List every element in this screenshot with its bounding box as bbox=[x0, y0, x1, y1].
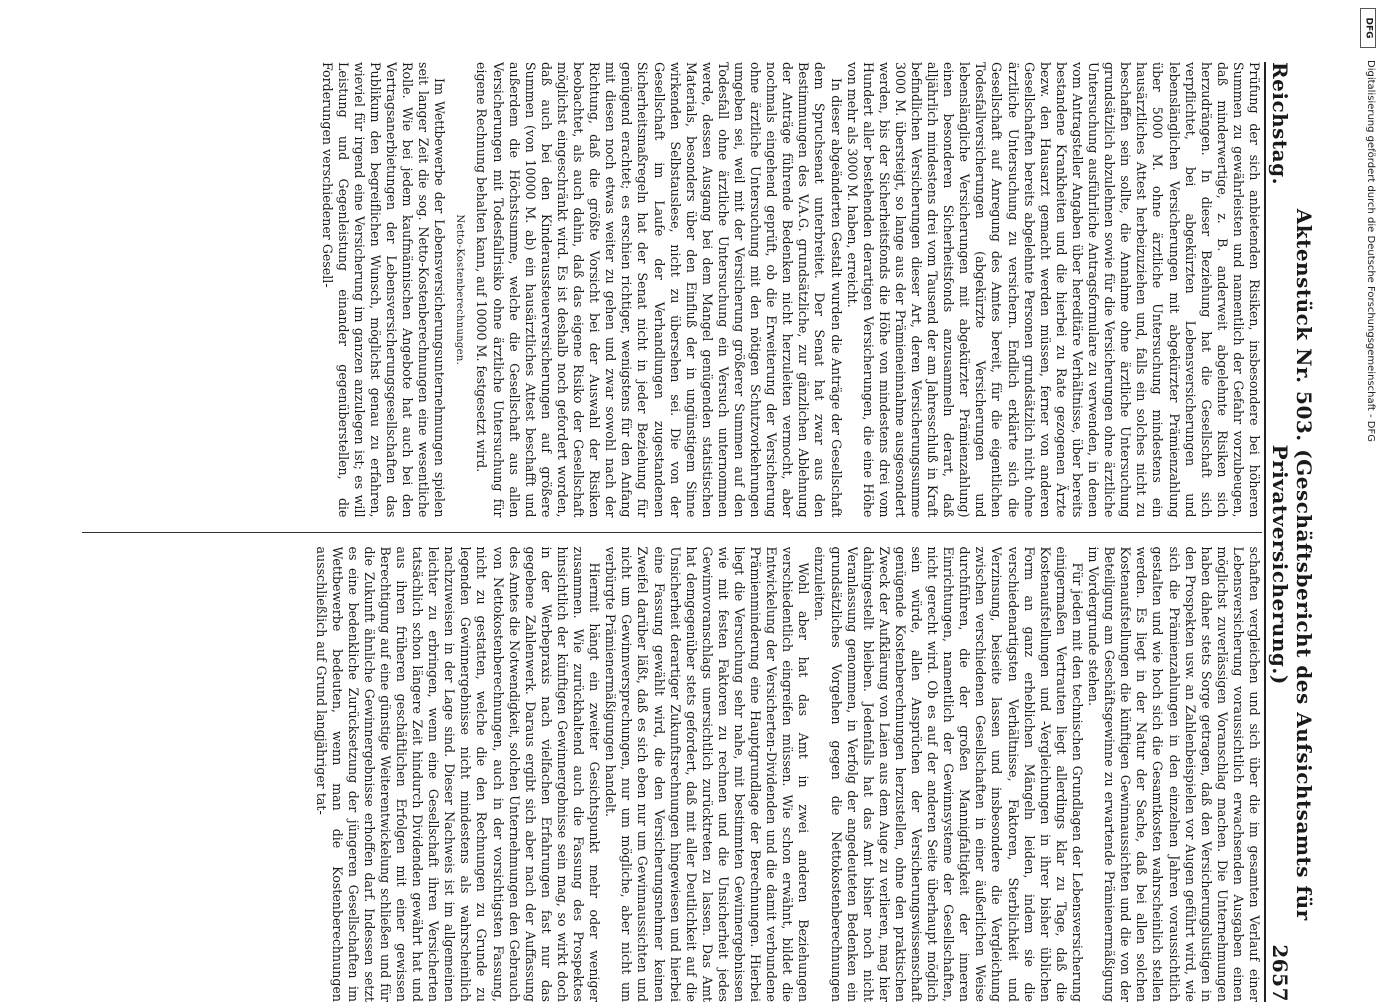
paragraph: Wohl aber hat das Amt in zwei anderen Beziehungen verschiedentlich eingreifen müssen. Wie schon erwähnt, bildet die Entwickelung der Versicherten-Dividenden und die damit verbundene Prämienminderung eine Hauptgrundlage der Berechnungen. Hierbei liegt die Versuchung sehr nahe, mit bestimmten Gewinnergebnissen wie mit festen Faktoren zu rechnen und die Unsicherheit jedes Gewinnvoranschlags unersichtlich zurücktreten zu lassen. Das Amt hat demgegenüber stets gefordert, daß mit aller Deutlichkeit auf die Unsicherheit derartiger Zukunftsrechnungen hingewiesen und hierbei eine Fassung gewählt wird, die den Versicherungsnehmer keinen Zweifel darüber läßt, daß es sich eben nur um Gewinnaussichten und nicht um Gewinnversprechungen, nur um mögliche, aber nicht um verbürgte Prämienermäßigungen handelt. bbox=[602, 547, 811, 1002]
credit-text: Digitalisierung gefördert durch die Deutsche Forschungsgemeinschaft - DFG bbox=[1365, 60, 1376, 442]
text-columns bbox=[82, 62, 1262, 1002]
column-right bbox=[82, 547, 1262, 1002]
page-header bbox=[1264, 62, 1308, 1002]
column-divider bbox=[82, 532, 1262, 533]
paragraph: Hiermit hängt ein zweiter Gesichtspunkt mehr oder weniger zusammen. Wie zurückhaltend auch die Fassung des Prospektes hinsichtlich der künftigen Gewinnergebnisse sein mag, so wirkt doch in der Werbepraxis nach vielfachen Erfahrungen fast nur das gegebene Zahlenwerk. Daraus ergibt sich aber nach der Auffassung des Amtes die Notwendigkeit, solchen Unternehmungen den Gebrauch von Nettokostenberechnungen, auch in der vorsichtigsten Fassung, nicht zu gestatten, welche die den Rechnungen zu Grunde zu legenden Gewinnergebnisse nicht mindestens als wahrscheinlich nachzuweisen in der Lage sind. Dieser Nachweis ist im allgemeinen leichter zu erbringen, wenn eine Gesellschaft ihren Versicherten tatsächlich schon längere Zeit hindurch Dividenden gewährt hat und aus ihren früheren geschäftlichen Erfolgen mit einer gewissen Berechtigung auf eine günstige Weiterentwickelung schließen und für die Zukunft ähnliche Gewinnergebnisse erhoffen darf. Indessen setzt es eine bedenkliche Zurücksetzung der jüngeren Gesellschaften im Wettbewerbe bedeuten, wenn man die Kostenberechnungen ausschließlich auf Grund langjähriger tat- bbox=[312, 547, 602, 1002]
page-number: 2657 bbox=[1268, 944, 1292, 1002]
header-title: Aktenstück Nr. 503. (Geschäftsbericht des Aufsichtsamts für Privatversicherung.) bbox=[1268, 185, 1316, 944]
dfg-logo bbox=[1360, 8, 1376, 48]
column-left bbox=[82, 62, 1262, 518]
paragraph: Prüfung der sich anbietenden Risiken, insbesondere bei höheren Summen zu gewährleisten und namentlich der Gefahr vorzubeugen, daß minderwertige, z. B. anderweit abgelehnte Risiken sich herzudrängen. In dieser Beziehung hat die Gesellschaft sich verpflichtet, bei abgekürzten Lebensversicherungen und lebenslänglichen Versicherungen mit abgekürzter Prämienzahlung über 5000 M. ohne ärztliche Untersuchung mindestens ein hausärztliches Attest herbeizuziehen und, falls ein solches nicht zu beschaffen sein sollte, die Annahme ohne ärztliche Untersuchung grundsätzlich abzulehnen sowie für die Versicherungen ohne ärztliche Untersuchung ausführliche Antragsformulare zu verwenden, in denen vom Antragsteller Angaben über hereditäre Verhältnisse, über bereits bestandene Krankheiten und die hierbei zu Rate gezogenen Ärzte bezw. den Hausarzt gemacht werden müssen, ferner von anderen Gesellschaften bereits abgelehnte Personen grundsätzlich nicht ohne ärztliche Untersuchung zu versichern. Endlich erklärte sich die Gesellschaft auf Anregung des Amtes bereit, für die eigentlichen Todesfallversicherungen (abgekürzte Versicherungen und lebenslängliche Versicherungen mit abgekürzter Prämienzahlung) einen besonderen Sicherheitsfonds anzusammeln derart, daß alljährlich mindestens drei vom Tausend der am Jahresschluß in Kraft befindlichen Versicherungen dieser Art, deren Versicherungssumme 3000 M. übersteigt, so lange aus der Prämieneinnahme ausgesondert werden, bis der Sicherheitsfonds die Höhe von mindestens drei vom Hundert aller bestehenden derartigen Versicherungen, die eine Höhe von mehr als 3000 M. haben, erreicht. bbox=[844, 62, 1262, 518]
paragraph: In dieser abgeänderten Gestalt wurden die Anträge der Gesellschaft dem Spruchsenat unterbreitet. Der Senat hat zwar aus den Bestimmungen des V.A.G. grundsätzliche, zur gänzlichen Ablehnung der Anträge führende Bedenken nicht herzuleiten vermocht, aber nochmals eingehend geprüft, ob die Erweiterung der Versicherung ohne ärztliche Untersuchung mit den nötigen Schutzvorkehrungen umgeben sei, weil mit der Versicherung größerer Summen auf den Todesfall ohne ärztliche Untersuchung ein Versuch unternommen werde, dessen Ausgang bei dem Mangel genügenden statistischen Materials, besonders über den Einfluß der in ungünstigem Sinne wirkenden Selbstauslese, nicht zu übersehen sei. Die von der Gesellschaft im Laufe der Verhandlungen zugestandenen Sicherheitsmaßregeln hat der Senat nicht in jeder Beziehung für genügend erachtet; es erschien richtiger, wenigstens für den Anfang mit diesen noch etwas weiter zu gehen und zwar sowohl nach der Richtung, daß die größte Vorsicht bei der Auswahl der Risiken beobachtet, als auch dahin, daß das eigene Risiko der Gesellschaft möglichst eingeschränkt wird. Es ist deshalb noch gefordert worden, daß auch bei den Kinderaussteuerversicherungen auf größere Summen (von 10000 M. ab) ein hausärztliches Attest beschafft und außerdem die Höchstsumme, welche die Gesellschaft aus allen Versicherungen mit Todesfallrisiko ohne ärztliche Untersuchung für eigene Rechnung behalten kann, auf 10000 M. festgesetzt wird. bbox=[473, 62, 843, 518]
dfg-logo-text: DFG bbox=[1363, 17, 1373, 38]
document-page bbox=[78, 62, 1308, 1002]
paragraph: Im Wettbewerbe der Lebensversicherungsunternehmungen spielen seit langer Zeit die sog. Netto-Kostenberechnungen eine wesentliche Rolle. Wie bei jedem kaufmännischen Angebote hat auch bei den Vertragsanerbietungen der Lebensversicherungsgesellschaften das Publikum den begreiflichen Wunsch, möglichst genau zu erfahren, wieviel für irgend eine Versicherung im ganzen anzulegen ist; es will Leistung und Gegenleistung einander gegenüberstellen, die Forderungen verschiedener Gesell- bbox=[319, 62, 448, 518]
paragraph: schaften vergleichen und sich über die im gesamten Verlauf einer Lebensversicherung voraussichtlich erwachsenden Ausgaben einen möglichst zuverlässigen Voranschlag machen. Die Unternehmungen haben daher stets Sorge getragen, daß den Versicherungslustigen in den Prospekten usw. an Zahlenbeispielen vor Augen geführt wird, wie sich die Prämienzahlungen in den einzelnen Jahren voraussichtlich gestalten und wie hoch sich die Gesamtkosten wahrscheinlich stellen werden. Es liegt in der Natur der Sache, daß bei allen solchen Kostenaufstellungen die künftigen Gewinnaussichten und die von der Beteiligung am Geschäftsgewinne zu erwartende Prämienermäßigung im Vordergrunde stehen. bbox=[1085, 547, 1262, 1002]
digitization-sidebar bbox=[1358, 0, 1380, 1000]
header-left: Reichstag. bbox=[1268, 62, 1292, 185]
paragraph: Für jeden mit den technischen Grundlagen der Lebensversicherung einigermaßen Vertrauten liegt allerdings klar zu Tage, daß die Kostenaufstellungen und -Vergleichungen in ihrer bisher üblichen Form an ganz erheblichen Mängeln leiden, indem sie die verschiedenartigsten Verhältnisse, Faktoren, Sterblichkeit und Verzinsung, beiseite lassen und insbesondere die Vergleichung zwischen verschiedenen Gesellschaften in einer äußerlichen Weise durchführen, die der großen Mannigfaltigkeit der inneren Einrichtungen, namentlich der Gewinnsysteme der Gesellschaften, nicht gerecht wird. Ob es auf der anderen Seite überhaupt möglich sein würde, allen Ansprüchen der Versicherungswissenschaft genügende Kostenberechnungen herzustellen, ohne den praktischen Zweck der Aufklärung von Laien aus dem Auge zu verlieren, mag hier dahingestellt bleiben. Jedenfalls hat das Amt bisher noch nicht Veranlassung genommen, in Verfolg der angedeuteten Bedenken ein grundsätzliches Vorgehen gegen die Nettokostenberechnungen einzuleiten. bbox=[811, 547, 1085, 1002]
digitization-credit bbox=[1358, 60, 1380, 780]
section-subheading: Netto-Kostenberechnungen. bbox=[451, 62, 467, 518]
